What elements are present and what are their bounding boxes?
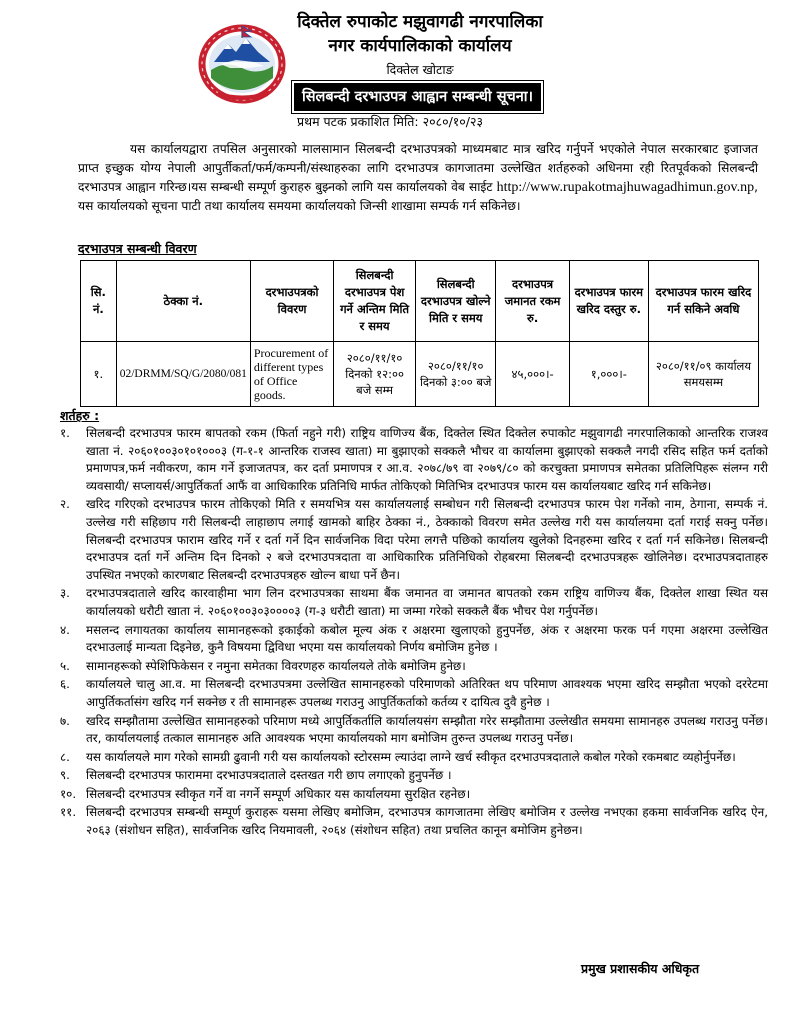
- col-header-open: सिलबन्दी दरभाउपत्र खोल्ने मिति र समय: [416, 261, 496, 342]
- office-name: नगर कार्यपालिकाको कार्यालय: [328, 36, 512, 56]
- term-text: खरिद सम्झौतामा उल्लेखित सामानहरुको परिमाण मध्ये आपुर्तिकर्तालि कार्यालयसंग सम्झौता गरेर सम्झौतामा उल्लेखीत समयमा सामानहरु उपलब्ध गराउनु पर्नेछ।तर, कार्यालयलाई तत्काल सामानहरु अति आवश्यक भएमा कार्यालयको माग बमोजिम तुरुन्त उपलब्ध गराउनु पर्नेछ।: [86, 713, 768, 746]
- term-number: ७.: [60, 713, 70, 728]
- term-text: सिलबन्दी दरभाउपत्र फारम बापतको रकम (फिर्ता नहुने गरी) राष्ट्रिय वाणिज्य बैंक, दिक्तेल स्थित दिक्तेल रुपाकोट मझुवागढी नगरपालिकाको आन्तरिक राजश्व खाता नं. २०६०१००३०१०१०००३ (ग-१-१ आन्तरिक राजस्व खाता) मा बुझाएको सक्कलै भौचर वा कार्यालमा बुझाएको सक्कलै नगदी रसिद सहित फर्म दर्ताको प्रमाणपत्र,फर्म नवीकरण, काम गर्ने इजाजतपत्र, कर दर्ता प्रमाणपत्र र आ.व. २०७८/७९ वा २०७९/८० को करचुक्ता प्रमाणपत्र समेतका प्रतिलिपिहरू संलग्न गरी व्यवसायी/ सप्लायर्स/आपुर्तिकर्ता आफैं वा आधिकारिक प्रतिनिधि मार्फत तोकिएको मितिभित्र दरभाउपत्र फारम यस कार्यालयबाट खरिद गर्न सकिनेछ।: [86, 426, 768, 493]
- term-item: [60, 496, 768, 584]
- term-item: [60, 786, 768, 804]
- term-number: २.: [60, 497, 70, 512]
- term-text: सिलबन्दी दरभाउपत्र सम्बन्धी सम्पूर्ण कुराहरू यसमा लेखिए बमोजिम, दरभाउपत्र कागजातमा लेखिए बमोजिम र उल्लेख नभएका हकमा सार्वजनिक खरिद ऐन, २०६३ (संशोधन सहित), सार्वजनिक खरिद नियमावली, २०६४ (संशोधन सहित) तथा प्रचलित कानून बमोजिम हुनेछन।: [86, 805, 768, 838]
- term-item: [60, 804, 768, 839]
- col-header-ref: ठेक्का नं.: [116, 261, 250, 342]
- office-header: [290, 10, 550, 80]
- government-emblem-icon: [196, 22, 288, 104]
- term-number: ३.: [60, 586, 70, 601]
- col-header-description: दरभाउपत्रको विवरण: [250, 261, 333, 342]
- term-item: [60, 622, 768, 657]
- term-item: [60, 767, 768, 785]
- office-location: दिक्तेल खोटाङ: [386, 62, 454, 77]
- term-item: [60, 749, 768, 767]
- term-item: [60, 658, 768, 676]
- intro-text-part1: यस कार्यालयद्वारा तपसिल अनुसारको मालसामान सिलबन्दी दरभाउपत्रको माध्यमबाट मात्र खरिद गर्नुपर्ने भएकोले नेपाल सरकारबाट इजाजत प्राप्त इच्छुक योग्य नेपाली आपुर्तीकर्ता/फर्म/कम्पनी/संस्थाहरुका लागि दरभाउपत्र कागजातमा उल्लेखित शर्तहरुको अधिनमा रही रितपूर्वकको सिलबन्दी दरभाउपत्र आह्वान गरिन्छ।यस सम्बन्धी सम्पूर्ण कुराहरु बुझ्नको लागि यस कार्यालयको वेब साईट: [78, 142, 758, 194]
- term-text: सिलबन्दी दरभाउपत्र स्वीकृत गर्ने वा नगर्ने सम्पूर्ण अधिकार यस कार्यालयमा सुरक्षित रहनेछ।: [86, 786, 471, 801]
- term-item: [60, 425, 768, 495]
- term-number: ८.: [60, 749, 70, 764]
- cell-fee: १,०००।-: [569, 342, 648, 407]
- term-text: दरभाउपत्रदाताले खरिद कारवाहीमा भाग लिन दरभाउपत्रका साथमा बैंक जमानत वा जमानत बापतको रकम राष्ट्रिय वाणिज्य बैंक, दिक्तेल शाखा स्थित यस कार्यालयको धरौटी खाता नं. २०६०१००३०३००००३ (ग-३ धरौटी खाता) मा जम्मा गरेको सक्कलै बैंक भौचर पेश गर्नुपर्नेछ।: [86, 586, 768, 618]
- col-header-sn: सि. नं.: [81, 261, 117, 342]
- term-number: ९.: [60, 768, 70, 783]
- terms-heading: शर्तहरु :: [60, 408, 100, 423]
- col-header-fee: दरभाउपत्र फारम खरिद दस्तुर रु.: [569, 261, 648, 342]
- term-text: मसलन्द लगायतका कार्यालय सामानहरूको इकाईको कबोल मूल्य अंक र अक्षरमा खुलाएको हुनुपर्नेछ, अंक र अक्षरमा फरक पर्न गएमा अक्षरमा उल्लेखित दरभाउलाई मान्यता दिइनेछ, कुनै विषयमा द्विविधा भएमा यस कार्यालयको निर्णय बमोजिम हुनेछ ।: [86, 622, 768, 655]
- cell-period: २०८०/११/०९ कार्यालय समयसम्म: [648, 342, 758, 407]
- intro-text-part2: , यस कार्यालयको सूचना पाटी तथा कार्यालय समयमा कार्यालयको जिन्सी शाखामा सम्पर्क गर्न सकिनेछ।: [78, 180, 759, 213]
- col-header-period: दरभाउपत्र फारम खरिद गर्न सकिने अवधि: [648, 261, 758, 342]
- table-row: [81, 342, 759, 407]
- term-item: [60, 676, 768, 711]
- term-text: सिलबन्दी दरभाउपत्र फाराममा दरभाउपत्रदाताले दस्तखत गरी छाप लगाएको हुनुपर्नेछ ।: [86, 768, 452, 783]
- signatory-title: प्रमुख प्रशासकीय अधिकृत: [581, 961, 700, 976]
- cell-submit: २०८०/११/१० दिनको १२:०० बजे सम्म: [334, 342, 416, 407]
- bid-details-table: [80, 260, 759, 407]
- term-number: १०.: [60, 786, 77, 801]
- term-item: [60, 585, 768, 620]
- term-number: ५.: [60, 658, 70, 673]
- terms-list: [60, 425, 768, 841]
- term-text: कार्यालयले चालु आ.व. मा सिलबन्दी दरभाउपत्रमा उल्लेखित सामानहरुको परिमाणको अतिरिक्त थप परिमाण आवश्यक भएमा खरिद सम्झौता भएको दररेटमा आपुर्तिकर्तासंग खरिद गर्न सक्नेछ र ती सामानहरू उपलब्ध गराउनु आपुर्तिकर्ताको कर्तव्य र दायित्व दुवै हुनेछ ।: [86, 677, 768, 709]
- col-header-security: दरभाउपत्र जमानत रकम रु.: [496, 261, 569, 342]
- term-number: ६.: [60, 677, 70, 692]
- table-header-row: [81, 261, 759, 342]
- notice-title: सिलबन्दी दरभाउपत्र आह्वान सम्बन्धी सूचना।: [294, 83, 541, 111]
- intro-paragraph: [78, 140, 758, 216]
- cell-description: Procurement of different types of Office goods.: [250, 342, 333, 407]
- website-link[interactable]: http://www.rupakotmajhuwagadhimun.gov.np: [496, 180, 755, 195]
- term-item: [60, 713, 768, 748]
- publish-date: प्रथम पटक प्रकाशित मिति: २०८०/१०/२३: [297, 114, 483, 129]
- term-text: सामानहरूको स्पेशिफिकेसन र नमुना समेतका विवरणहरु कार्यालयले तोके बमोजिम हुनेछ।: [86, 658, 466, 673]
- municipality-name: दिक्तेल रुपाकोट मझुवागढी नगरपालिका: [297, 12, 543, 32]
- term-number: ११.: [60, 805, 77, 820]
- cell-ref: 02/DRMM/SQ/G/2080/081: [116, 342, 250, 407]
- term-number: १.: [60, 426, 70, 440]
- cell-sn: १.: [81, 342, 117, 407]
- cell-security: ४५,०००।-: [496, 342, 569, 407]
- cell-open: २०८०/११/१० दिनको ३:०० बजे: [416, 342, 496, 407]
- term-text: खरिद गरिएको दरभाउपत्र फारम तोकिएको मिति र समयभित्र यस कार्यालयलाई सम्बोधन गरी सिलबन्दी दरभाउपत्र फारम पेश गर्नेको नाम, ठेगाना, सम्पर्क नं. उल्लेख गरी सहिछाप गरी सिलबन्दी लाहाछाप लगाई खामको बाहिर ठेक्का नं., ठेक्काको विवरण समेत उल्लेख गरी यस कार्यालयमा दर्ता गराई सक्नु पर्नेछ। सिलबन्दी दरभाउपत्र फाराम खरिद गर्ने र दर्ता गर्ने दिन सार्वजनिक विदा परेमा लगत्तै पछिको कार्यालय खुलेको दिनहरुमा खरिद र दर्ता गर्न सकिनेछ। सिलबन्दी दरभाउपत्र दर्ता गर्ने अन्तिम दिन दिनको २ बजे दरभाउपत्रदाता वा आधिकारिक प्रतिनिधिको रोहबरमा सिलबन्दी दरभाउपत्रहरू खोलिनेछ। दरभाउपत्रदाताहरु उपस्थित नभएको कारणबाट सिलबन्दी दरभाउपत्रहरु खोल्न बाधा पर्ने छैन।: [86, 497, 768, 582]
- term-text: यस कार्यालयले माग गरेको सामग्री ढुवानी गरी यस कार्यालयको स्टोरसम्म ल्याउंदा लाग्ने खर्च स्वीकृत दरभाउपत्रदाताले कबोल गरेको रकमबाट व्यहोर्नुपर्नेछ।: [86, 749, 736, 764]
- section-heading: दरभाउपत्र सम्बन्धी विवरण: [78, 241, 197, 256]
- term-number: ४.: [60, 622, 70, 637]
- col-header-submit: सिलबन्दी दरभाउपत्र पेश गर्ने अन्तिम मिति र समय: [334, 261, 416, 342]
